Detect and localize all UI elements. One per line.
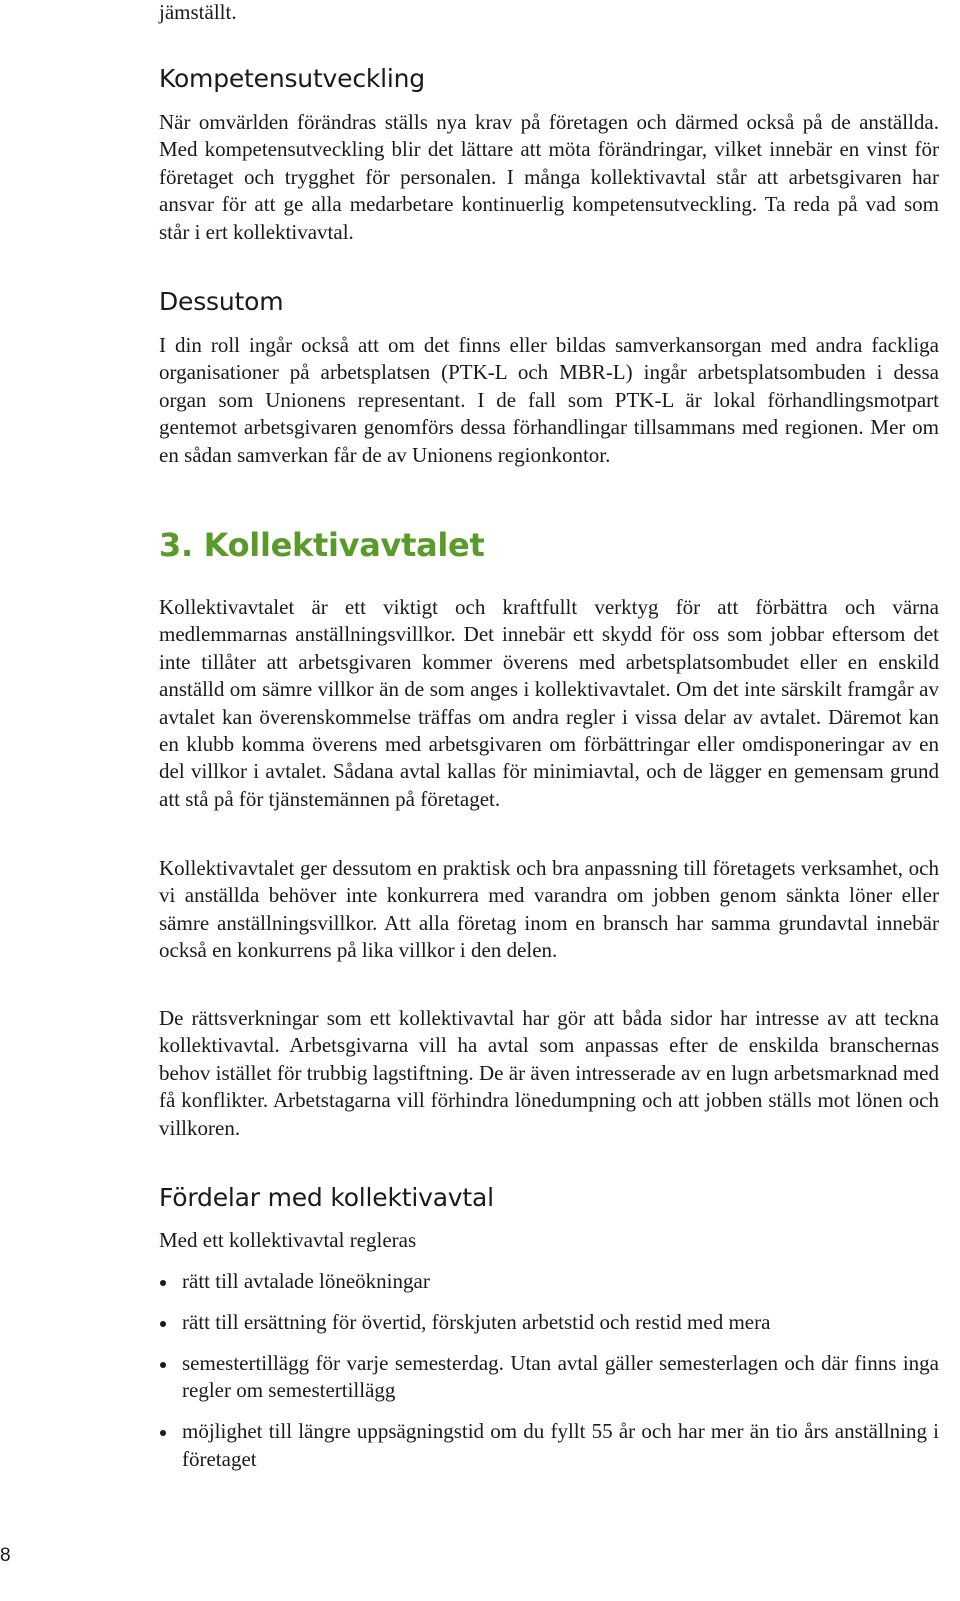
- list-item-text: möjlighet till längre uppsägningstid om du fyllt 55 år och har mer än tio års anställning i företaget: [182, 1419, 939, 1471]
- list-item: [159, 1350, 939, 1405]
- heading-kompetensutveckling: Kompetensutveckling: [159, 64, 425, 93]
- list-item: [159, 1268, 939, 1295]
- bullet-icon: [160, 1280, 166, 1286]
- bullet-icon: [160, 1321, 166, 1327]
- list-item-text: rätt till ersättning för övertid, förskjuten arbetstid och restid med mera: [182, 1309, 771, 1334]
- benefits-list: [159, 1268, 939, 1486]
- heading-fordelar: Fördelar med kollektivavtal: [159, 1183, 494, 1212]
- paragraph-kollektivavtalet-1: Kollektivavtalet är ett viktigt och kraftfullt verktyg för att förbättra och värna medlemmarnas anställningsvillkor. Det innebär ett skydd för oss som jobbar eftersom det inte tillåter att arbetsgivaren kommer överens med arbetsplatsombudet eller en enskild anställd om sämre villkor än de som anges i kollektivavtalet. Om det inte särskilt framgår av avtalet kan överenskommelse träffas om andra regler i vissa delar av avtalet. Däremot kan en klubb komma överens med arbetsgivaren om förbättringar eller omdisponeringar av en del villkor i avtalet. Sådana avtal kallas för minimiavtal, och de lägger en gemensam grund att stå på för tjänstemännen på företaget.: [159, 595, 939, 811]
- list-item: [159, 1418, 939, 1473]
- bullet-icon: [160, 1430, 166, 1436]
- paragraph-kollektivavtalet-2: Kollektivavtalet ger dessutom en praktisk och bra anpassning till företagets verksamhet, och vi anställda behöver inte konkurrera med varandra om jobben genom sänkta löner eller sämre anställningsvillkor. Att alla företag inom en bransch har samma grundavtal innebär också en konkurrens på lika villkor i den delen.: [159, 856, 939, 963]
- page-number: 8: [0, 1545, 11, 1566]
- paragraph-kollektivavtalet-3: De rättsverkningar som ett kollektivavtal har gör att båda sidor har intresse av att teckna kollektivavtal. Arbetsgivarna vill ha avtal som anpassas efter de enskilda branschernas behov istället för trubbig lagstiftning. De är även intresserade av en lugn arbetsmarknad med få konflikter. Arbetstagarna vill förhindra lönedumpning och att jobben ställs mot lönen och villkoren.: [159, 1006, 939, 1140]
- bullet-icon: [160, 1362, 166, 1368]
- paragraph-kompetensutveckling: När omvärlden förändras ställs nya krav på företagen och därmed också på de anställda. Med kompetensutveckling blir det lättare att möta förändringar, vilket innebär en vinst för företaget och trygghet för personalen. I många kollektivavtal står att arbetsgivaren har ansvar för att ge alla medarbetare kontinuerlig kompetensutveckling. Ta reda på vad som står i ert kollektivavtal.: [159, 110, 939, 244]
- list-item-text: rätt till avtalade löneökningar: [182, 1269, 430, 1293]
- paragraph-dessutom: I din roll ingår också att om det finns eller bildas samverkansorgan med andra fackliga organisationer på arbetsplatsen (PTK-L och MBR-L) ingår arbetsplatsombuden i dessa organ som Unionens representant. I de fall som PTK-L är lokal förhandlingsmotpart gentemot arbetsgivaren genomförs dessa förhandlingar tillsammans med regionen. Mer om en sådan samverkan får de av Unionens regionkontor.: [159, 333, 939, 467]
- list-item: [159, 1309, 939, 1336]
- paragraph-fordelar-intro: Med ett kollektivavtal regleras: [159, 1228, 417, 1252]
- heading-dessutom: Dessutom: [159, 287, 284, 316]
- continued-text: jämställt.: [159, 0, 237, 24]
- heading-kollektivavtalet: 3. Kollektivavtalet: [159, 526, 485, 564]
- list-item-text: semestertillägg för varje semesterdag. Utan avtal gäller semesterlagen och där finns inga regler om semestertillägg: [182, 1350, 939, 1403]
